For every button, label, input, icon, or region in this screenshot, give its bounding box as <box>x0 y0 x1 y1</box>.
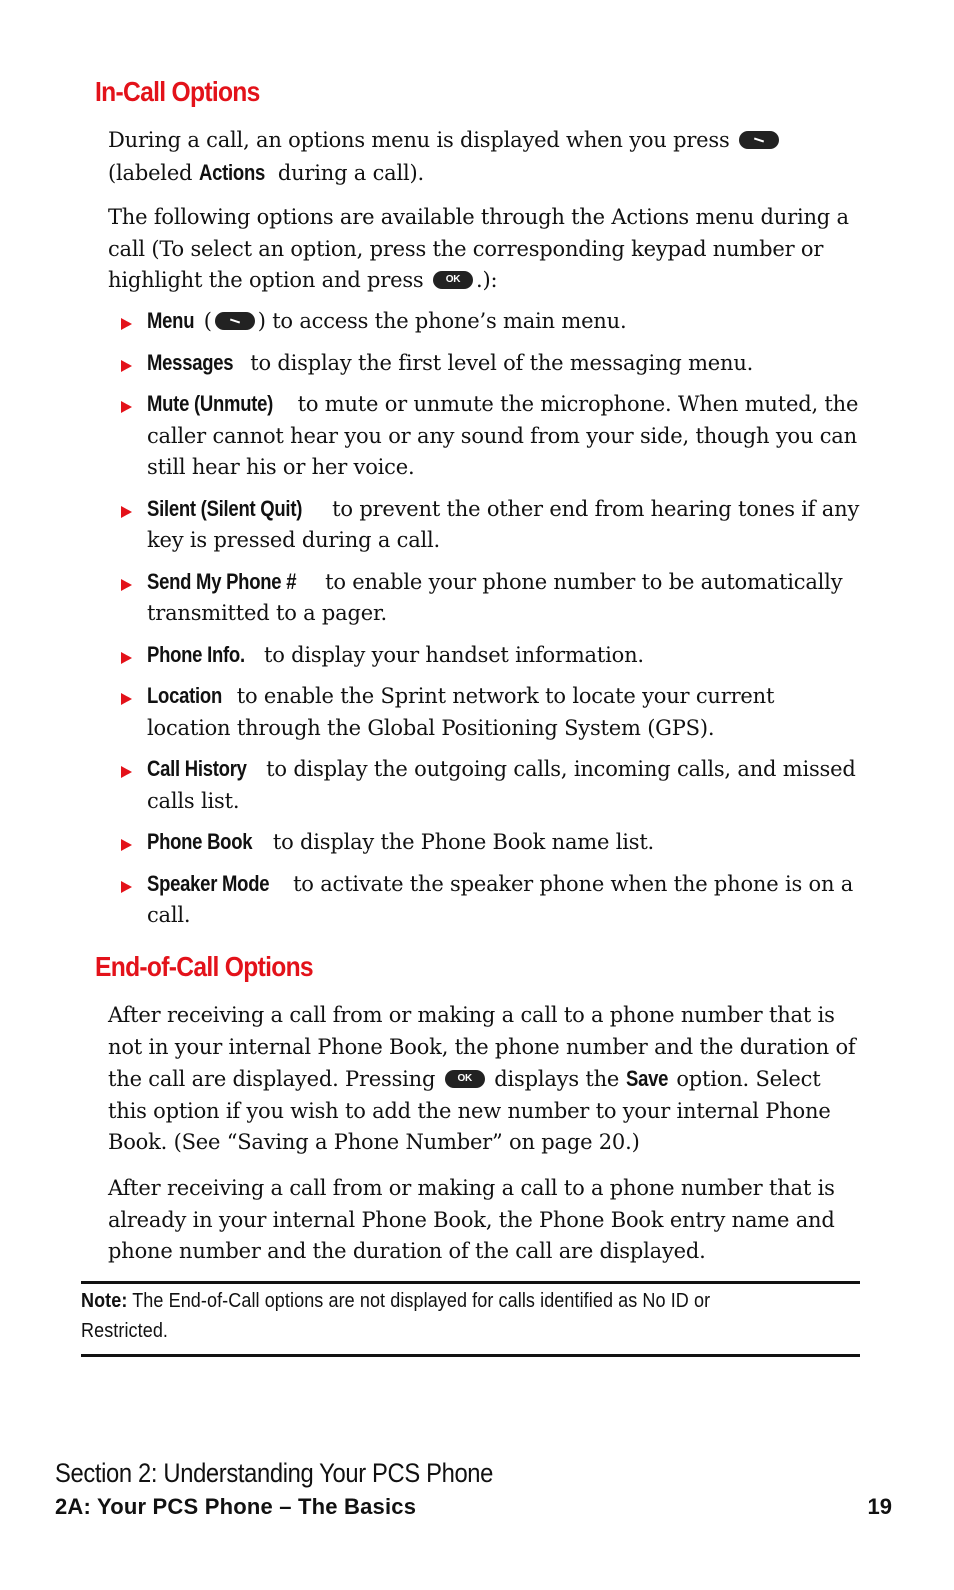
option-term: Speaker Mode <box>147 870 270 896</box>
end-call-paragraph-2: After receiving a call from or making a call to a phone number that is already in your internal Phone Book, the Phone Book entry name and phone number and the duration of the call are displayed. <box>108 1176 835 1263</box>
option-term: Phone Book <box>147 829 253 854</box>
option-description: to activate the speaker phone when the phone is on a call. <box>147 871 854 927</box>
end-call-paragraph-1 <box>108 1000 860 1159</box>
list-item <box>0 826 860 859</box>
note-box <box>81 1286 711 1346</box>
intro-text-a: During a call, an options menu is displayed when you press <box>108 128 730 152</box>
option-term: Call History <box>147 756 247 781</box>
option-description: to mute or unmute the microphone. When muted, the caller cannot hear you or any sound from your side, though you can still hear his or her voice. <box>147 392 859 479</box>
bullet-arrow-icon <box>121 766 132 778</box>
option-term: Location <box>147 683 222 708</box>
option-description: to display the Phone Book name list. <box>272 830 655 854</box>
bullet-arrow-icon <box>121 839 132 851</box>
list-item: Menu ( ) to access the phone’s main menu. <box>0 305 860 338</box>
end-call-text-a: After receiving a call from or making a call to a phone number that is not in your internal Phone Book, the phone number and the duration of the call are displayed. Pressing <box>108 1003 856 1091</box>
note-bottom-rule <box>81 1354 860 1357</box>
section-heading-end-of-call-options: End-of-Call Options <box>95 951 313 982</box>
footer-section-title: Section 2: Understanding Your PCS Phone <box>55 1458 494 1488</box>
list-item <box>0 639 860 672</box>
option-description: to display the outgoing calls, incoming calls, and missed calls list. <box>147 757 856 813</box>
right-softkey-icon <box>739 131 779 149</box>
intro-text-c: during a call). <box>277 160 424 185</box>
option-term: Messages <box>147 349 234 375</box>
option-term: Phone Info. <box>147 641 245 667</box>
list-item <box>0 566 860 630</box>
page-number: 19 <box>867 1494 892 1519</box>
option-description: to display the first level of the messaging menu. <box>250 350 754 375</box>
bullet-arrow-icon <box>121 881 132 893</box>
bullet-arrow-icon <box>121 401 132 413</box>
option-term: Silent (Silent Quit) <box>147 495 303 521</box>
footer-chapter-title: 2A: Your PCS Phone – The Basics <box>55 1494 417 1519</box>
in-call-instructions-paragraph <box>108 202 860 297</box>
option-description: to enable the Sprint network to locate your current location through the Global Positioning System (GPS). <box>147 684 775 740</box>
end-call-text-c: option. Select this option if you wish to add the new number to your internal Phone Book. (See “Saving a Phone Number” on page 20.) <box>108 1067 831 1154</box>
section-heading-in-call-options: In-Call Options <box>95 76 260 107</box>
end-call-text-b: displays the <box>494 1067 620 1091</box>
option-term: Mute (Unmute) <box>147 391 274 416</box>
bullet-arrow-icon <box>121 506 132 518</box>
option-description: to display your handset information. <box>263 642 644 667</box>
ok-key-icon: OK <box>433 271 473 289</box>
ok-key-icon: OK <box>445 1070 485 1088</box>
in-call-intro-paragraph <box>108 125 860 189</box>
bullet-arrow-icon <box>121 579 132 591</box>
option-term: Send My Phone # <box>147 568 297 594</box>
option-description: to prevent the other end from hearing tones if any key is pressed during a call. <box>147 496 860 552</box>
note-text: The End-of-Call options are not displayed for calls identified as No ID or Restricted. <box>81 1290 711 1342</box>
option-description: to enable your phone number to be automatically transmitted to a pager. <box>147 569 843 625</box>
option-term: Menu <box>147 308 195 333</box>
list-item <box>0 347 860 380</box>
instructions-text-b: .): <box>476 268 498 292</box>
intro-text-b: (labeled <box>108 160 193 185</box>
left-softkey-icon <box>215 312 255 330</box>
list-item <box>0 753 860 817</box>
list-item <box>0 868 860 932</box>
bullet-arrow-icon <box>121 652 132 664</box>
actions-term: Actions <box>198 159 265 185</box>
instructions-text-a: The following options are available through the Actions menu during a call (To select an option, press the corresponding keypad number or highlight the option and press <box>108 205 849 292</box>
list-item <box>0 388 860 484</box>
bullet-arrow-icon <box>121 693 132 705</box>
note-label: Note: <box>81 1290 128 1312</box>
list-item <box>0 680 860 744</box>
save-term: Save <box>625 1066 668 1091</box>
option-description: to access the phone’s main menu. <box>272 309 627 333</box>
in-call-options-list <box>0 305 954 941</box>
bullet-arrow-icon <box>121 318 132 330</box>
list-item <box>0 493 860 557</box>
bullet-arrow-icon <box>121 360 132 372</box>
note-top-rule <box>81 1281 860 1284</box>
